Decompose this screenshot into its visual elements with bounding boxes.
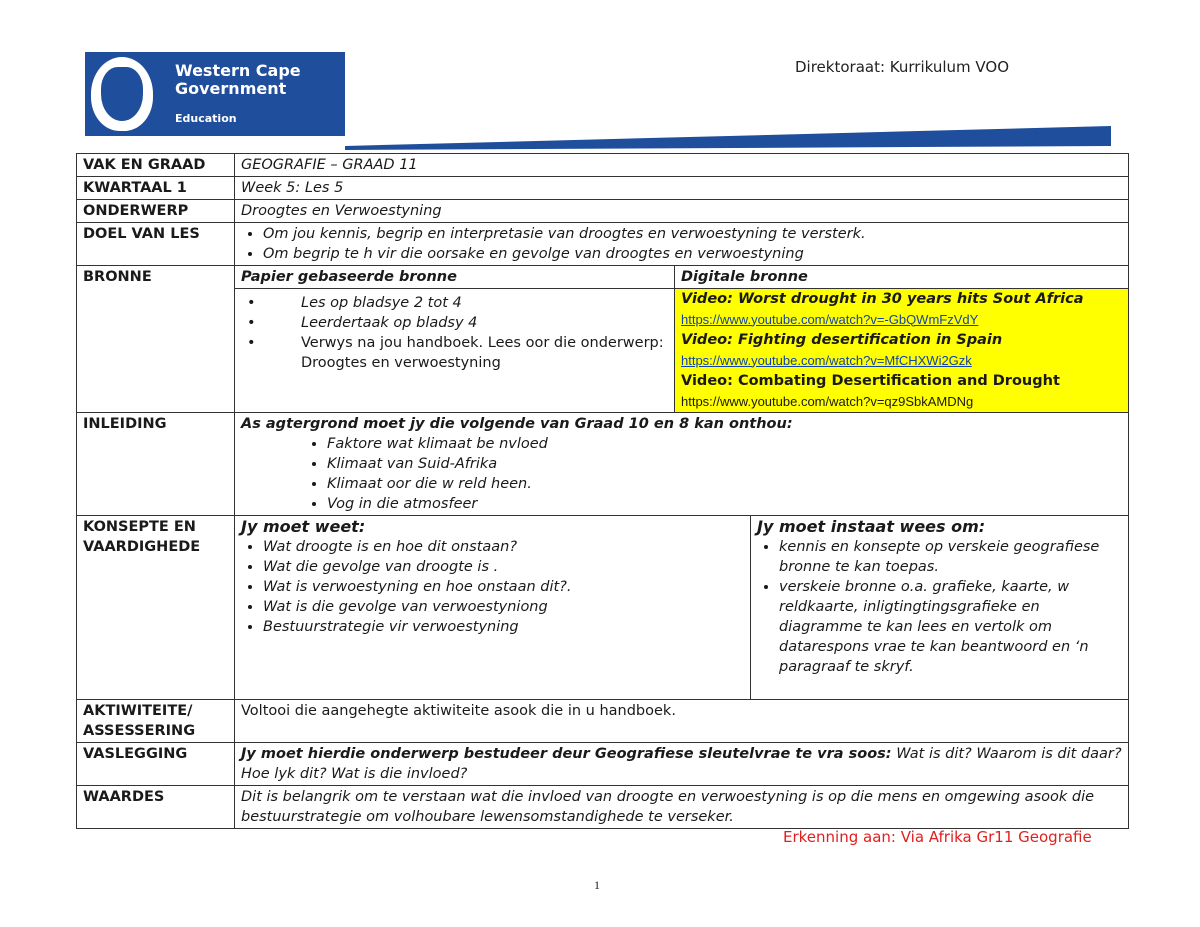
label-aktiwiteite: AKTIWITEITE/ ASSESSERING	[77, 700, 235, 743]
logo-line1: Western Cape	[175, 61, 301, 80]
video-link-3[interactable]: https://www.youtube.com/watch?v=qz9SbkAMDNg	[681, 393, 974, 409]
doel-list	[241, 224, 1122, 264]
list-item: Les op bladsye 2 tot 4	[301, 295, 462, 311]
list-item: • Wat droogte is en hoe dit onstaan?	[263, 537, 744, 557]
row-onderwerp	[77, 200, 1129, 223]
label-konsepte: KONSEPTE EN VAARDIGHEDE	[77, 516, 235, 700]
value-waardes: Dit is belangrik om te verstaan wat die invloed van droogte en verwoestyning is op die mens en omgewing asook die bestuurstrategie om volhoubare lewensomstandighede te verseker.	[235, 786, 1129, 829]
row-konsepte	[77, 516, 1129, 700]
paper-sources-list	[241, 293, 668, 373]
bullet-icon: •	[247, 335, 256, 351]
row-vak	[77, 154, 1129, 177]
label-bronne: BRONNE	[77, 266, 235, 413]
label-kwartaal: KWARTAAL 1	[77, 177, 235, 200]
video-title-2: Video: Fighting desertification in Spain	[681, 332, 1003, 348]
value-aktiwiteite: Voltooi die aangehegte aktiwiteite asook die in u handboek.	[235, 700, 1129, 743]
bullet-icon: •	[247, 315, 256, 331]
konsepte-left-head: Jy moet weet:	[241, 517, 366, 536]
header-directorate: Direktoraat: Kurrikulum VOO	[795, 58, 1010, 76]
list-item: • Klimaat oor die w reld heen.	[327, 474, 1122, 494]
lesson-table	[76, 153, 1129, 829]
list-item: Leerdertaak op bladsy 4	[301, 315, 478, 331]
list-item: Verwys na jou handboek. Lees oor die onderwerp: Droogtes en verwoestyning	[301, 335, 664, 371]
list-item: • Om jou kennis, begrip en interpretasie van droogtes en verwoestyning te versterk.	[263, 224, 1122, 244]
row-bronne-body	[77, 289, 1129, 413]
list-item: • verskeie bronne o.a. grafieke, kaarte, w reldkaarte, inligtingtingsgrafieke en diagramme te kan lees en vertolk om datarespons vrae te kan beantwoord en ‘n paragraaf te skryf.	[779, 577, 1122, 677]
video-title-3: Video: Combating Desertification and Drought	[681, 373, 1060, 389]
value-onderwerp: Droogtes en Verwoestyning	[235, 200, 1129, 223]
coat-of-arms-icon	[91, 57, 153, 131]
list-item: • Wat is verwoestyning en hoe onstaan dit?.	[263, 577, 744, 597]
bullet-icon: •	[247, 295, 256, 311]
row-waardes	[77, 786, 1129, 829]
digital-sources-head: Digitale bronne	[675, 266, 1129, 289]
list-item: • Klimaat van Suid-Afrika	[327, 454, 1122, 474]
video-link-1[interactable]: https://www.youtube.com/watch?v=-GbQWmFzVdY	[681, 311, 979, 327]
credit-line: Erkenning aan: Via Afrika Gr11 Geografie	[783, 828, 1092, 846]
inleiding-intro: As agtergrond moet jy die volgende van Graad 10 en 8 kan onthou:	[241, 416, 793, 432]
row-inleiding	[77, 413, 1129, 516]
inleiding-list	[241, 434, 1122, 514]
label-onderwerp: ONDERWERP	[77, 200, 235, 223]
list-item: • Bestuurstrategie vir verwoestyning	[263, 617, 744, 637]
list-item: • Om begrip te h vir die oorsake en gevolge van droogtes en verwoestyning	[263, 244, 1122, 264]
list-item: • kennis en konsepte op verskeie geografiese bronne te kan toepas.	[779, 537, 1122, 577]
konsepte-left-list	[241, 537, 744, 637]
header-swoosh	[345, 126, 1111, 150]
label-inleiding: INLEIDING	[77, 413, 235, 516]
label-waardes: WAARDES	[77, 786, 235, 829]
row-bronne-head	[77, 266, 1129, 289]
video-title-1: Video: Worst drought in 30 years hits Sout Africa	[681, 291, 1084, 307]
logo-line3: Education	[175, 112, 237, 125]
konsepte-right-head: Jy moet instaat wees om:	[757, 517, 986, 536]
value-kwartaal: Week 5: Les 5	[235, 177, 1129, 200]
list-item: • Faktore wat klimaat be nvloed	[327, 434, 1122, 454]
list-item: • Wat die gevolge van droogte is .	[263, 557, 744, 577]
page-number: 1	[594, 878, 600, 892]
label-vak: VAK EN GRAAD	[77, 154, 235, 177]
row-doel	[77, 223, 1129, 266]
vaslegging-rest: Wat is dit? Waarom is dit daar? Hoe lyk dit? Wat is die invloed?	[241, 746, 1122, 782]
row-aktiwiteite	[77, 700, 1129, 743]
vaslegging-bold: Jy moet hierdie onderwerp bestudeer deur Geografiese sleutelvrae te vra soos:	[241, 746, 892, 762]
digital-sources	[675, 289, 1129, 413]
list-item: • Vog in die atmosfeer	[327, 494, 1122, 514]
video-link-2[interactable]: https://www.youtube.com/watch?v=MfCHXWi2Gzk	[681, 352, 972, 368]
row-kwartaal	[77, 177, 1129, 200]
list-item: • Wat is die gevolge van verwoestyniong	[263, 597, 744, 617]
wcg-logo	[85, 52, 345, 136]
row-vaslegging	[77, 743, 1129, 786]
label-vaslegging: VASLEGGING	[77, 743, 235, 786]
logo-line2: Government	[175, 79, 287, 98]
label-doel: DOEL VAN LES	[77, 223, 235, 266]
konsepte-right-list	[757, 537, 1122, 677]
value-vak: GEOGRAFIE – GRAAD 11	[235, 154, 1129, 177]
paper-sources-head: Papier gebaseerde bronne	[235, 266, 675, 289]
